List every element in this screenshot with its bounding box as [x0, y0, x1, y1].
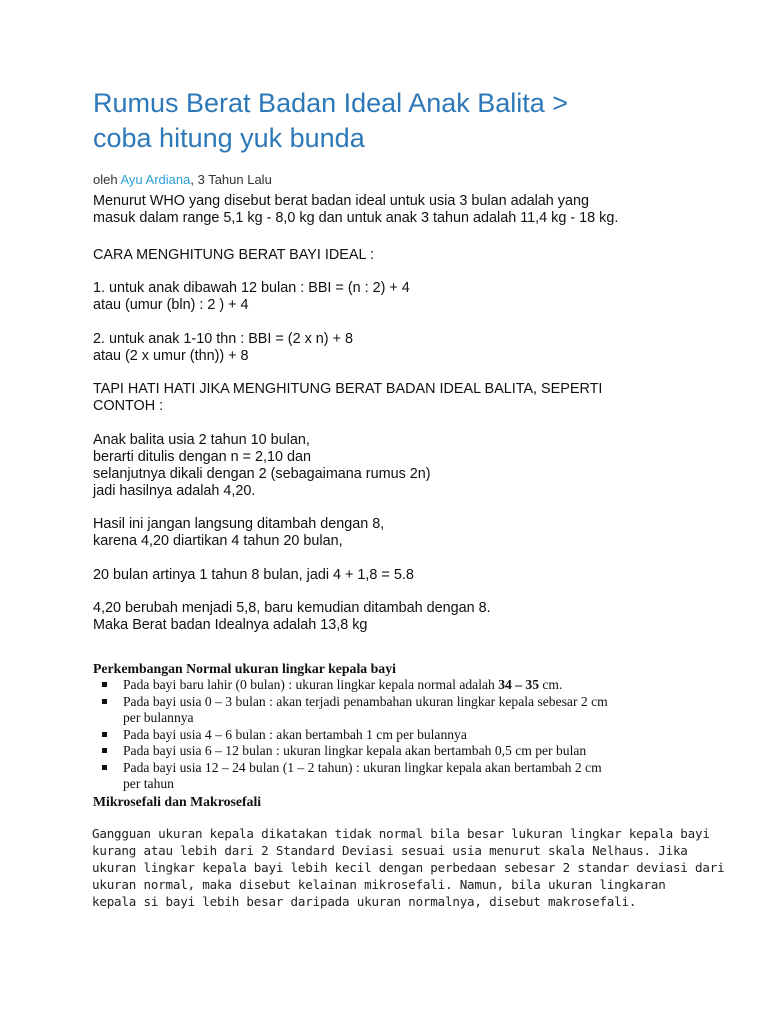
- intro-paragraph: [93, 193, 693, 227]
- byline-prefix: oleh: [93, 172, 121, 187]
- text-line: TAPI HATI HATI JIKA MENGHITUNG BERAT BADAN IDEAL BALITA, SEPERTI: [93, 381, 603, 397]
- bullet-marker: [102, 682, 107, 687]
- bullet-marker: [102, 732, 107, 737]
- text-line: karena 4,20 diartikan 4 tahun 20 bulan,: [93, 533, 343, 549]
- text-line: ukuran lingkar kepala bayi lebih kecil dengan perbedaan sebesar 2 standar deviasi dari: [92, 860, 725, 875]
- title-line-1: Rumus Berat Badan Ideal Anak Balita >: [93, 88, 569, 118]
- article-title: [93, 86, 693, 156]
- head-circumference-section: [93, 660, 693, 810]
- byline: [93, 172, 272, 188]
- bullet-list: [93, 677, 693, 793]
- author-link[interactable]: Ayu Ardiana: [120, 172, 191, 187]
- bullet-marker: [102, 765, 107, 770]
- conversion-paragraph: [93, 567, 693, 584]
- text-line: 20 bulan artinya 1 tahun 8 bulan, jadi 4 + 1,8 = 5.8: [93, 567, 414, 583]
- text-line: jadi hasilnya adalah 4,20.: [93, 483, 256, 499]
- text-line: atau (umur (bln) : 2 ) + 4: [93, 297, 249, 313]
- text-line: Maka Berat badan Idealnya adalah 13,8 kg: [93, 617, 368, 633]
- formula-1-10-years: [93, 331, 693, 365]
- text-line: 4,20 berubah menjadi 5,8, baru kemudian ditambah dengan 8.: [93, 600, 491, 616]
- closing-paragraph: [92, 825, 725, 910]
- text-line: kurang atau lebih dari 2 Standard Deviasi sesuai usia menurut skala Nelhaus. Jika: [92, 843, 688, 858]
- text-line: selanjutnya dikali dengan 2 (sebagaimana rumus 2n): [93, 466, 431, 482]
- list-item: [93, 677, 693, 694]
- note-paragraph: [93, 516, 693, 550]
- item-text: Pada bayi usia 0 – 3 bulan : akan terjadi penambahan ukuran lingkar kepala sebesar 2 cm: [123, 693, 608, 709]
- list-item: [93, 727, 693, 744]
- item-continuation: per bulannya: [123, 710, 194, 725]
- list-item: [93, 743, 693, 760]
- item-continuation: per tahun: [123, 776, 174, 791]
- item-text: Pada bayi usia 6 – 12 bulan : ukuran lingkar kepala akan bertambah 0,5 cm per bulan: [123, 743, 587, 758]
- text-line: 2. untuk anak 1-10 thn : BBI = (2 x n) + 8: [93, 331, 353, 347]
- text-line: CONTOH :: [93, 398, 164, 414]
- list-item: [93, 760, 693, 793]
- bullet-marker: [102, 748, 107, 753]
- text-line: Anak balita usia 2 tahun 10 bulan,: [93, 432, 310, 448]
- example-paragraph: [93, 432, 693, 500]
- text-line: Menurut WHO yang disebut berat badan ideal untuk usia 3 bulan adalah yang: [93, 193, 590, 209]
- text-line: berarti ditulis dengan n = 2,10 dan: [93, 449, 312, 465]
- formula-heading: [93, 247, 693, 264]
- text-line: 1. untuk anak dibawah 12 bulan : BBI = (n : 2) + 4: [93, 280, 410, 296]
- item-bold-text: 34 – 35: [498, 677, 539, 692]
- title-line-2: coba hitung yuk bunda: [93, 123, 365, 153]
- item-text: Pada bayi usia 12 – 24 bulan (1 – 2 tahun) : ukuran lingkar kepala akan bertambah 2 cm: [123, 759, 602, 775]
- text-line: ukuran normal, maka disebut kelainan mikrosefali. Namun, bila ukuran lingkaran: [92, 877, 666, 892]
- item-text-end: cm.: [538, 677, 563, 692]
- bullet-marker: [102, 699, 107, 704]
- warning-paragraph: [93, 381, 693, 415]
- formula-under-12-months: [93, 280, 693, 314]
- item-text: Pada bayi baru lahir (0 bulan) : ukuran lingkar kepala normal adalah: [123, 677, 499, 692]
- section-heading-2: Mikrosefali dan Makrosefali: [93, 793, 262, 809]
- text-line: Hasil ini jangan langsung ditambah dengan 8,: [93, 516, 385, 532]
- result-paragraph: [93, 600, 693, 634]
- text-line: CARA MENGHITUNG BERAT BAYI IDEAL :: [93, 247, 374, 263]
- item-text: Pada bayi usia 4 – 6 bulan : akan bertambah 1 cm per bulannya: [123, 726, 467, 742]
- list-item: [93, 694, 693, 727]
- text-line: Gangguan ukuran kepala dikatakan tidak normal bila besar lukuran lingkar kepala bayi: [92, 826, 710, 841]
- section-heading: Perkembangan Normal ukuran lingkar kepala bayi: [93, 661, 396, 676]
- text-line: kepala si bayi lebih besar daripada ukuran normalnya, disebut makrosefali.: [92, 894, 637, 909]
- text-line: atau (2 x umur (thn)) + 8: [93, 348, 249, 364]
- text-line: masuk dalam range 5,1 kg - 8,0 kg dan untuk anak 3 tahun adalah 11,4 kg - 18 kg.: [93, 210, 619, 226]
- byline-date: , 3 Tahun Lalu: [190, 172, 272, 187]
